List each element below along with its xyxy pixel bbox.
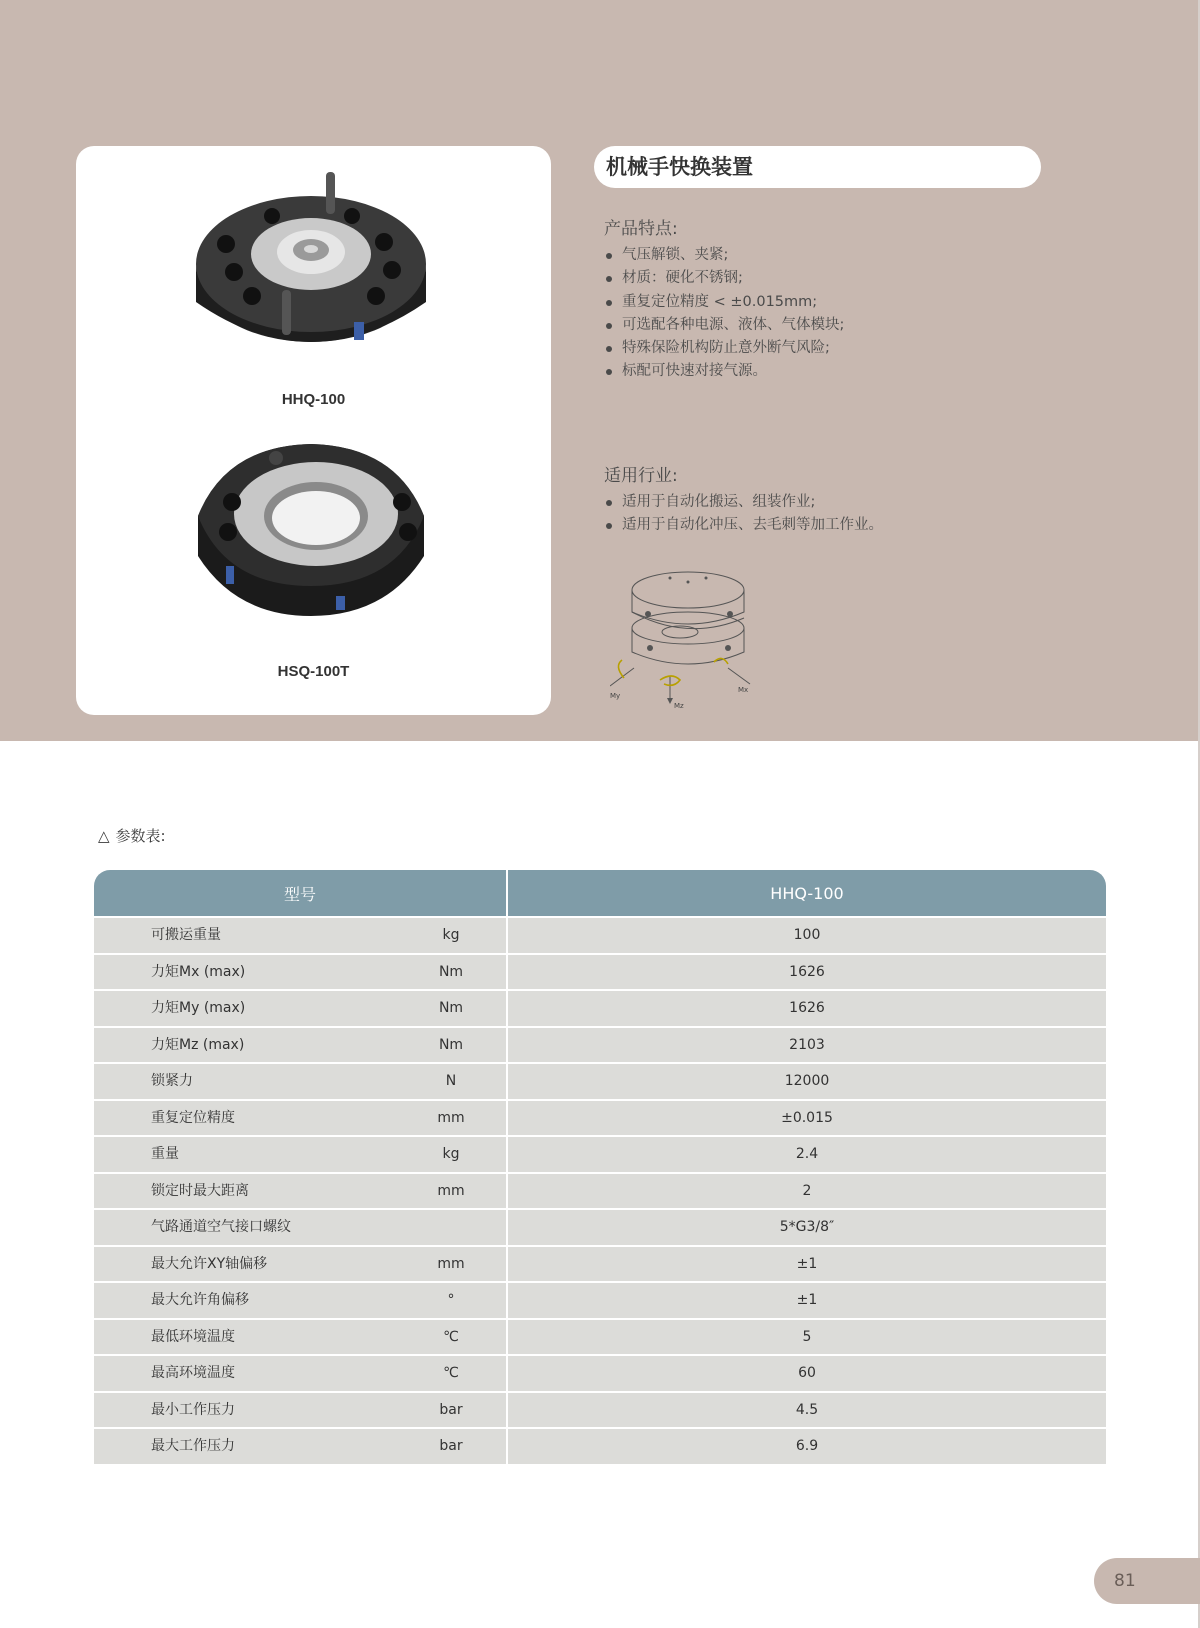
diagram-label-mx: Mx: [738, 686, 749, 694]
param-value: 4.5: [508, 1393, 1106, 1428]
bullet-icon: [606, 300, 612, 306]
bullet-icon: [606, 523, 612, 529]
param-value: ±1: [508, 1247, 1106, 1282]
param-cell: [94, 991, 506, 1026]
param-cell: [94, 1210, 506, 1245]
param-name: 力矩My (max): [151, 1000, 246, 1016]
list-item: 特殊保险机构防止意外断气风险;: [604, 337, 844, 360]
hsq-100t-photo: [186, 436, 436, 626]
param-table-label: △ 参数表:: [98, 827, 166, 845]
param-unit: Nm: [438, 963, 464, 980]
diagram-label-mz: Mz: [674, 702, 684, 710]
product-model-label: HHQ-100: [281, 391, 346, 408]
spec-table: [94, 870, 1106, 1464]
table-row: [94, 1356, 1106, 1391]
table-row: [94, 1283, 1106, 1318]
list-item: 标配可快速对接气源。: [604, 360, 844, 383]
param-name: 可搬运重量: [151, 927, 221, 943]
param-cell: [94, 1247, 506, 1282]
bullet-icon: [606, 276, 612, 282]
param-cell: [94, 1028, 506, 1063]
param-unit: °: [447, 1292, 455, 1308]
param-value: 2103: [508, 1028, 1106, 1063]
features-list: [604, 244, 844, 384]
table-row: [94, 1174, 1106, 1209]
features-heading: 产品特点:: [604, 219, 678, 239]
param-value: ±1: [508, 1283, 1106, 1318]
list-item: 适用于自动化冲压、去毛刺等加工作业。: [604, 514, 883, 537]
param-unit: bar: [439, 1401, 463, 1418]
param-unit: Nm: [438, 1036, 464, 1053]
table-row: [94, 1320, 1106, 1355]
product-model-label: HSQ-100T: [277, 663, 350, 680]
param-name: 锁定时最大距离: [151, 1182, 249, 1199]
bullet-icon: [606, 500, 612, 506]
industries-heading: 适用行业:: [604, 466, 678, 486]
param-value: 1626: [508, 991, 1106, 1026]
param-cell: [94, 955, 506, 990]
param-value: 1626: [508, 955, 1106, 990]
param-unit: mm: [437, 1255, 465, 1272]
table-row: [94, 1429, 1106, 1464]
table-row: [94, 918, 1106, 953]
param-unit: N: [445, 1073, 457, 1089]
triangle-icon: △: [98, 827, 110, 845]
product-card: [76, 146, 551, 715]
page-number: 81: [1094, 1558, 1200, 1604]
param-name: 最小工作压力: [151, 1401, 235, 1418]
table-row: [94, 1393, 1106, 1428]
header-model-value: HHQ-100: [508, 870, 1106, 916]
list-item: 适用于自动化搬运、组装作业;: [604, 491, 883, 514]
table-header: [94, 870, 1106, 916]
bullet-icon: [606, 323, 612, 329]
param-name: 气路通道空气接口螺纹: [151, 1219, 291, 1235]
param-cell: [94, 1356, 506, 1391]
industries-list: [604, 491, 883, 538]
param-unit: kg: [442, 927, 460, 943]
param-cell: [94, 1101, 506, 1136]
param-name: 力矩Mz (max): [151, 1036, 245, 1053]
bullet-icon: [606, 369, 612, 375]
param-unit: mm: [437, 1109, 465, 1126]
list-item: 气压解锁、夹紧;: [604, 244, 844, 267]
param-name: 最低环境温度: [151, 1328, 235, 1345]
param-value: 60: [508, 1356, 1106, 1391]
param-value: 100: [508, 918, 1106, 953]
param-value: 6.9: [508, 1429, 1106, 1464]
table-row: [94, 1210, 1106, 1245]
param-cell: [94, 1429, 506, 1464]
param-unit: mm: [437, 1182, 465, 1199]
param-name: 重量: [151, 1146, 179, 1162]
param-name: 重复定位精度: [151, 1109, 235, 1126]
param-unit: kg: [442, 1146, 460, 1162]
param-cell: [94, 1174, 506, 1209]
param-cell: [94, 1064, 506, 1099]
param-cell: [94, 1137, 506, 1172]
param-cell: [94, 918, 506, 953]
diagram-label-my: My: [610, 692, 621, 700]
param-unit: ℃: [443, 1328, 459, 1345]
hhq-100-photo: [186, 172, 436, 372]
param-cell: [94, 1283, 506, 1318]
table-row: [94, 1064, 1106, 1099]
param-value: 12000: [508, 1064, 1106, 1099]
param-value: 5: [508, 1320, 1106, 1355]
page-title: 机械手快换装置: [594, 146, 1041, 188]
param-value: 2.4: [508, 1137, 1106, 1172]
param-value: 5*G3/8″: [508, 1210, 1106, 1245]
header-model-label: 型号: [94, 870, 506, 916]
table-row: [94, 955, 1106, 990]
param-cell: [94, 1320, 506, 1355]
moment-axes-diagram: [610, 568, 760, 710]
param-unit: bar: [439, 1438, 463, 1454]
table-row: [94, 991, 1106, 1026]
table-row: [94, 1247, 1106, 1282]
list-item: 材质：硬化不锈钢;: [604, 267, 844, 290]
param-unit: Nm: [438, 1000, 464, 1016]
param-value: 2: [508, 1174, 1106, 1209]
param-value: ±0.015: [508, 1101, 1106, 1136]
param-name: 锁紧力: [151, 1073, 193, 1089]
param-name: 力矩Mx (max): [151, 963, 246, 980]
param-name: 最大允许角偏移: [151, 1292, 249, 1308]
param-unit: ℃: [443, 1365, 459, 1381]
table-row: [94, 1101, 1106, 1136]
param-cell: [94, 1393, 506, 1428]
table-row: [94, 1028, 1106, 1063]
param-name: 最大允许XY轴偏移: [151, 1255, 268, 1272]
param-name: 最高环境温度: [151, 1365, 235, 1381]
bullet-icon: [606, 346, 612, 352]
table-row: [94, 1137, 1106, 1172]
param-name: 最大工作压力: [151, 1438, 235, 1454]
list-item: 可选配各种电源、液体、气体模块;: [604, 314, 844, 337]
bullet-icon: [606, 253, 612, 259]
list-item: 重复定位精度 < ±0.015mm;: [604, 291, 844, 314]
